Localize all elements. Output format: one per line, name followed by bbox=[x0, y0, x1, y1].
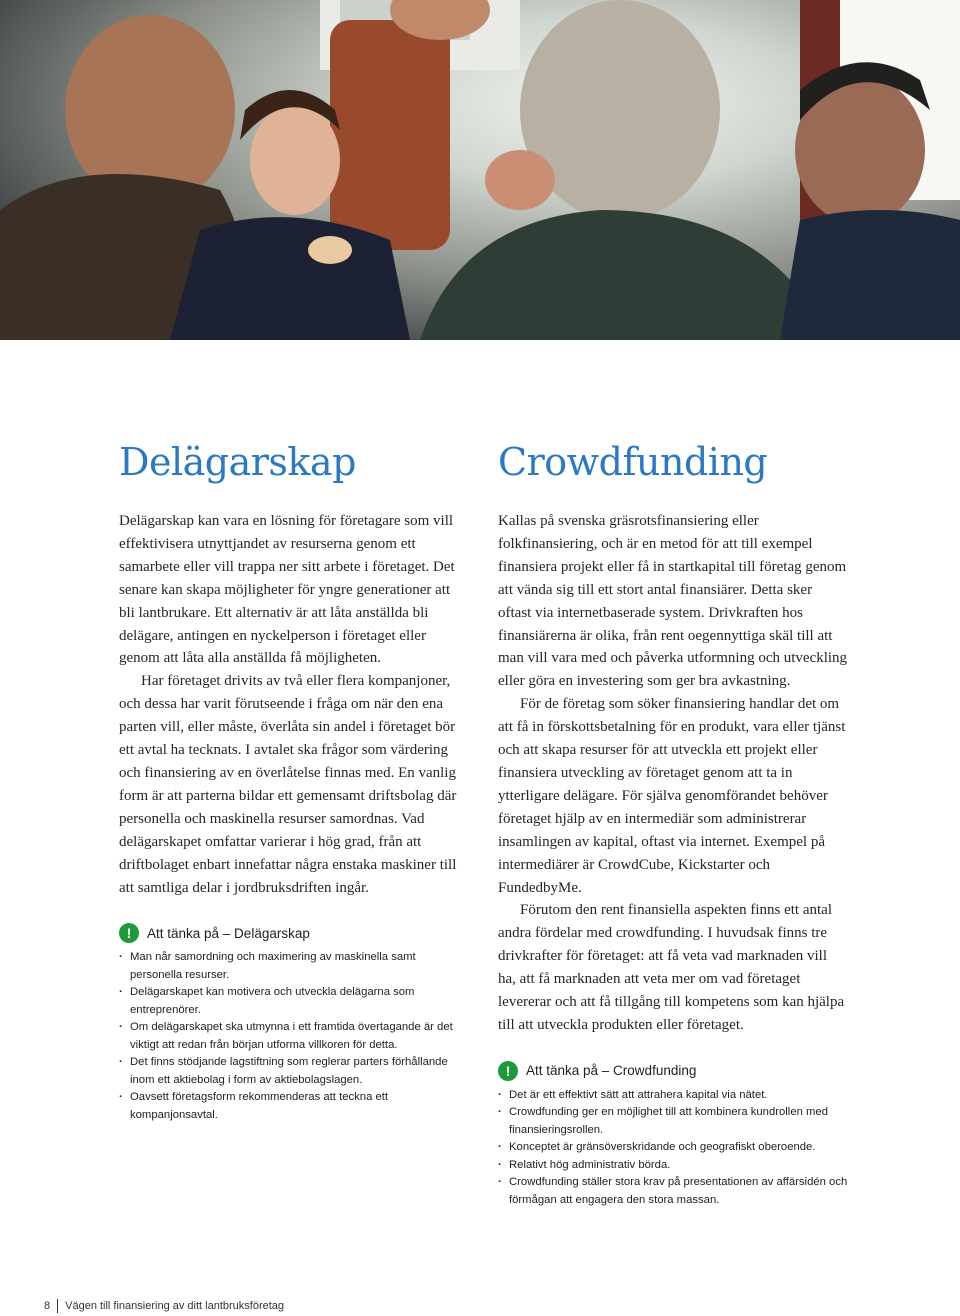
heading-crowdfunding: Crowdfunding bbox=[498, 440, 768, 484]
paragraph: Delägarskap kan vara en lösning för företagare som vill effektivisera utnyttjandet av resurserna genom ett samarbete eller vill trappa ner sitt arbete i företaget. Det senare kan skapa möjligheter för yngre generationer att bli lantbrukare. Ett alternativ är att låta anställda bli delägare, antingen en nyckelperson i företaget eller genom att låta alla anställda få möjligheten. bbox=[119, 513, 455, 667]
list-item: · Relativt hög administrativ börda. bbox=[498, 1157, 848, 1175]
tips-title: Att tänka på – Delägarskap bbox=[147, 925, 310, 941]
paragraph: Har företaget drivits av två eller flera kompanjoner, och dessa har varit förutseende i fråga om när den ena parten vill, eller måste, överlåta sin andel i företaget bör ett avtal ha tecknats. I avtalet ska frågor som värdering och finansiering av en överlåtelse finnas med. En vanlig form är att parterna bildar ett gemensamt driftsbolag där personella och maskinella resurser samordnas. Vad delägarskapet omfattar varierar i hög grad, från att driftbolaget enbart innefattar några enstaka maskiner till att samtliga delar i jordbruksdriften ingår. bbox=[119, 673, 457, 896]
tips-header bbox=[119, 923, 464, 943]
tips-box-crowdfunding bbox=[498, 1061, 848, 1210]
page-footer bbox=[44, 1299, 284, 1313]
list-item: · Crowdfunding ger en möjlighet till att kombinera kundrollen med finansieringsrollen. bbox=[498, 1104, 848, 1139]
body-text-crowdfunding bbox=[498, 510, 848, 1037]
paragraph: För de företag som söker finansiering handlar det om att få in förskottsbetalning för en produkt, vara eller tjänst och att skapa resurser för att utveckla ett projekt eller finansiera utveckling av företaget genom att ta in ytterligare delägare. För själva genomförandet behöver företaget hjälp av en intermediär som administrerar insamlingen av kapital, oftast via internet. Exempel på intermediärer är CrowdCube, Kickstarter och FundedbyMe. bbox=[498, 696, 846, 896]
exclamation-icon: ! bbox=[119, 923, 139, 943]
list-item: · Crowdfunding ställer stora krav på presentationen av affärsidén och förmågan att engagera den stora massan. bbox=[498, 1174, 848, 1209]
paragraph: Förutom den rent finansiella aspekten finns ett antal andra fördelar med crowdfunding. I huvudsak finns tre drivkrafter för företaget: att få veta vad marknaden vill ha, att få marknaden att veta mer om vad företaget levererar och att få tillgång till kompetens som kan hjälpa till att utveckla produkten eller företaget. bbox=[498, 902, 845, 1033]
tips-list bbox=[119, 949, 464, 1124]
tips-header bbox=[498, 1061, 848, 1081]
page-number: 8 bbox=[44, 1300, 51, 1312]
paragraph: Kallas på svenska gräsrotsfinansiering eller folkfinansiering, och är en metod för att till exempel finansiera projekt eller få in startkapital till företag genom att vända sig till ett stort antal finansiärer. Detta sker oftast via internetbaserade system. Drivkraften hos finansiärerna är olika, från rent oegennyttiga skäl till att man vill vara med och påverka utformning och utveckling eller göra en investering som ger bra avkastning. bbox=[498, 513, 848, 690]
header-photo bbox=[0, 0, 960, 340]
footer-divider bbox=[57, 1299, 58, 1313]
section-crowdfunding bbox=[498, 436, 848, 1209]
section-delagarskap bbox=[119, 436, 464, 1124]
tips-title: Att tänka på – Crowdfunding bbox=[526, 1063, 697, 1079]
publication-title: Vägen till finansiering av ditt lantbruksföretag bbox=[65, 1300, 285, 1312]
photo-people-eating-icon bbox=[0, 0, 960, 340]
body-text-delagarskap bbox=[119, 510, 464, 899]
list-item: · Delägarskapet kan motivera och utveckla delägarna som entreprenörer. bbox=[119, 984, 464, 1019]
heading-delagarskap: Delägarskap bbox=[119, 440, 356, 484]
list-item: · Oavsett företagsform rekommenderas att teckna ett kompanjonsavtal. bbox=[119, 1089, 464, 1124]
tips-box-delagarskap bbox=[119, 923, 464, 1124]
list-item: · Om delägarskapet ska utmynna i ett framtida övertagande är det viktigt att redan från början utforma villkoren för detta. bbox=[119, 1019, 464, 1054]
exclamation-icon: ! bbox=[498, 1061, 518, 1081]
tips-list bbox=[498, 1087, 848, 1210]
list-item: · Det finns stödjande lagstiftning som reglerar parters förhållande inom ett aktiebolag i form av aktiebolagslagen. bbox=[119, 1054, 464, 1089]
list-item: · Man når samordning och maximering av maskinella samt personella resurser. bbox=[119, 949, 464, 984]
list-item: · Konceptet är gränsöverskridande och geografiskt oberoende. bbox=[498, 1139, 848, 1157]
list-item: · Det är ett effektivt sätt att attrahera kapital via nätet. bbox=[498, 1087, 848, 1105]
